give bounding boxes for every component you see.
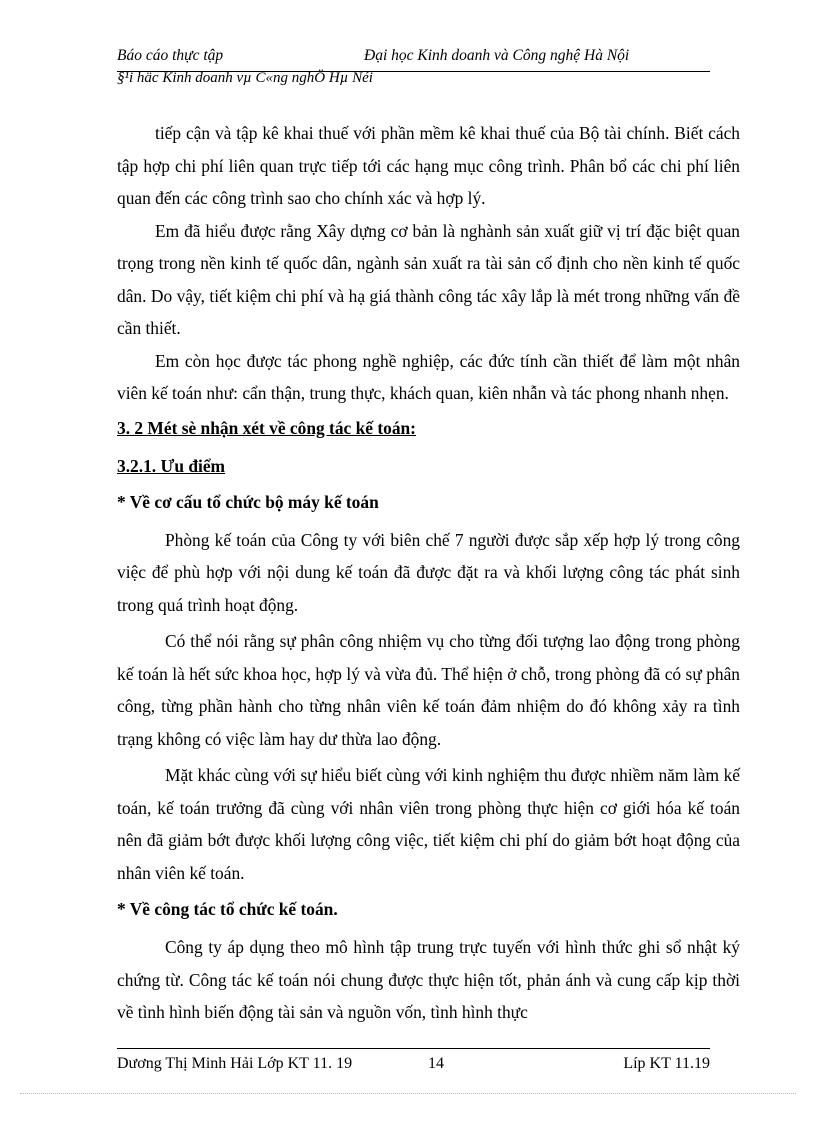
footer-class: Líp KT 11.19	[623, 1055, 710, 1072]
subsection-heading	[117, 448, 740, 484]
subsection-heading-text: 3.2.1. Ưu điểm	[117, 455, 226, 476]
paragraph-5: Có thể nói rằng sự phân công nhiệm vụ cho từng đối tượng lao động trong phòng kế toán là hết sức khoa học, hợp lý và vừa đủ. Thể hiện ở chỗ, trong phòng đã có sự phân công, từng phần hành cho từng nhân viên kế toán đảm nhiệm do đó không xảy ra tình trạng không có việc làm hay dư thừa lao động.	[117, 631, 740, 749]
page-header	[117, 47, 710, 67]
document-body	[117, 117, 740, 1029]
footer-author: Dương Thị Minh Hải Lớp KT 11. 19	[117, 1055, 353, 1072]
page-bottom-border	[20, 1093, 796, 1094]
header-left-text: Báo cáo thực tập	[117, 47, 224, 64]
paragraph-7: Công ty áp dụng theo mô hình tập trung trực tuyến với hình thức ghi sổ nhật ký chứng từ. Công tác kế toán nói chung được thực hiện tốt, phản ánh và cung cấp kịp thời về tình hình biến động tài sản và nguồn vốn, tình hình thực	[117, 937, 740, 1022]
footer-rule	[117, 1048, 710, 1049]
paragraph-2: Em đã hiểu được rằng Xây dựng cơ bản là nghành sản xuất giữ vị trí đặc biệt quan trọng trong nền kinh tế quốc dân, ngành sản xuất ra tài sản cố định cho nền kinh tế quốc dân. Do vậy, tiết kiệm chi phí và hạ giá thành công tác xây lắp là mét trong những vấn đề cần thiết.	[117, 220, 740, 338]
page-footer	[117, 1055, 710, 1077]
section-heading	[117, 410, 740, 446]
page-number: 14	[428, 1055, 444, 1072]
heading-accounting-organization: * Về công tác tổ chức kế toán.	[117, 899, 338, 919]
paragraph-1: tiếp cận và tập kê khai thuế với phần mềm kê khai thuế của Bộ tài chính. Biết cách tập hợp chi phí liên quan trực tiếp tới các hạng mục công trình. Phân bổ các chi phí liên quan đến các công trình sao cho chính xác và hợp lý.	[117, 123, 740, 208]
paragraph-6: Mặt khác cùng với sự hiểu biết cùng với kinh nghiệm thu được nhiềm năm làm kế toán, kế toán trưởng đã cùng với nhân viên trong phòng thực hiện cơ giới hóa kế toán nên đã giảm bớt được khối lượng công việc, tiết kiệm chi phí do giảm bớt hoạt động của nhân viên kế toán.	[117, 765, 740, 883]
section-heading-text: 3. 2 Mét sè nhận xét về công tác kế toán:	[117, 417, 416, 438]
header-right-text: Đại học Kinh doanh và Công nghệ Hà Nội	[364, 47, 630, 64]
paragraph-4: Phòng kế toán của Công ty với biên chế 7 người được sắp xếp hợp lý trong công việc để phù hợp với nội dung kế toán đã được đặt ra và khối lượng công tác phát sinh trong quá trình hoạt động.	[117, 529, 740, 615]
header-sub-text: §¹i häc Kinh doanh vµ C«ng nghÖ Hµ Néi	[117, 70, 373, 86]
paragraph-3: Em còn học được tác phong nghề nghiệp, các đức tính cần thiết để làm một nhân viên kế toán như: cẩn thận, trung thực, khách quan, kiên nhẫn và tác phong nhanh nhẹn.	[117, 350, 740, 403]
heading-accounting-structure: * Về cơ cấu tổ chức bộ máy kế toán	[117, 491, 379, 512]
